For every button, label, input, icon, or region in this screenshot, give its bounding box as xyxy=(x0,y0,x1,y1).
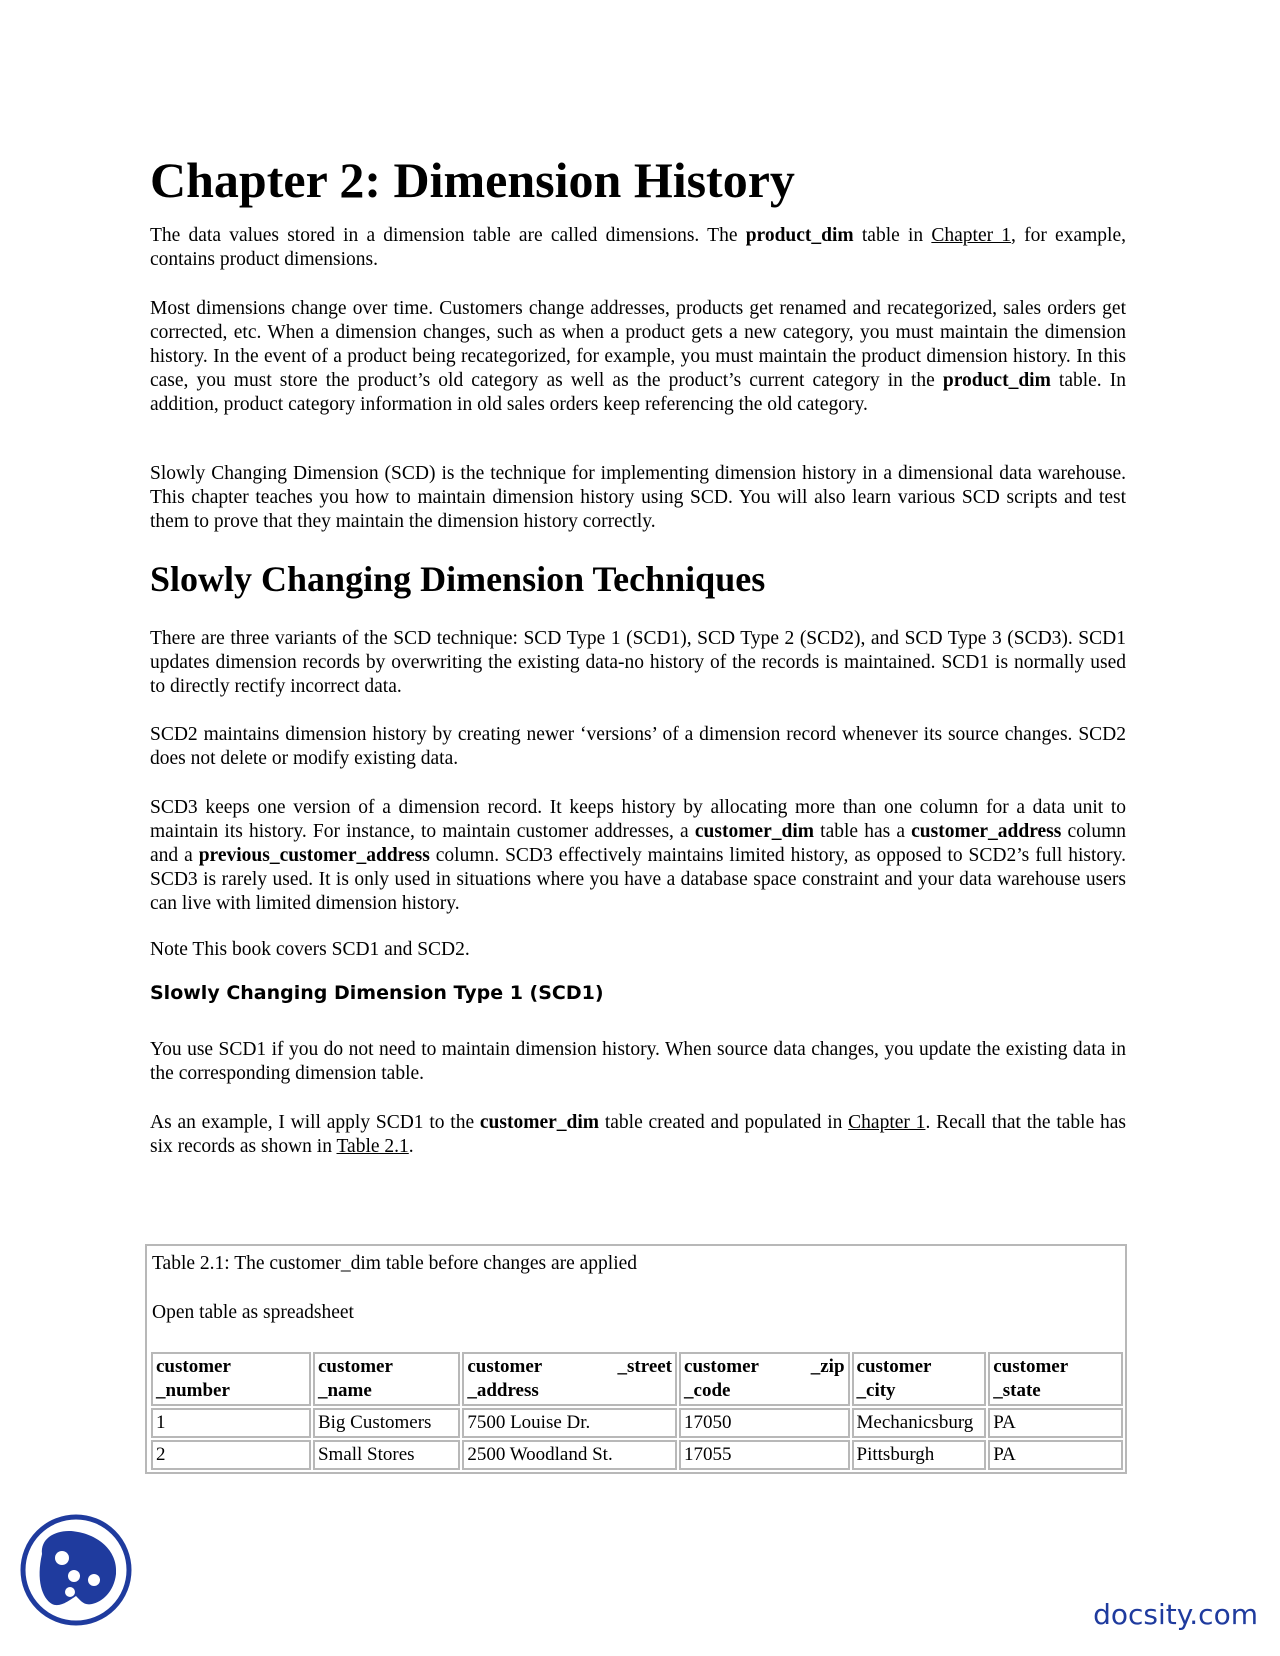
header-line: _state xyxy=(993,1380,1041,1401)
subsection-paragraph-1: You use SCD1 if you do not need to maintain dimension history. When source data changes, you update the existing data in the corresponding dimension table. xyxy=(150,1039,1126,1084)
text-run: . xyxy=(408,1136,414,1157)
table-header-row xyxy=(151,1352,1123,1406)
bold-term: previous_customer_address xyxy=(198,845,430,866)
cell-zip-code: 17055 xyxy=(679,1440,850,1470)
customer-dim-table xyxy=(149,1350,1125,1472)
section-paragraph-3 xyxy=(150,796,1126,916)
table-row xyxy=(151,1408,1123,1438)
section-paragraph-2: SCD2 maintains dimension history by creating newer ‘versions’ of a dimension record whenever its source changes. SCD2 does not delete or modify existing data. xyxy=(150,724,1126,769)
text-run: column. SCD3 effectively maintains limited history, as opposed to SCD2’s full history. SCD3 is rarely used. It is only used in situations where you have a database space constraint and your data warehouse users can live with limited dimension history. xyxy=(150,845,1126,914)
docsity-logo-icon[interactable] xyxy=(20,1514,132,1626)
text-run: column and a xyxy=(150,821,1126,866)
header-line: customer xyxy=(856,1356,932,1377)
header-customer-state xyxy=(988,1352,1123,1406)
text-run: table has a xyxy=(814,821,912,842)
cell-customer-name: Big Customers xyxy=(313,1408,460,1438)
cell-city: Pittsburgh xyxy=(852,1440,987,1470)
chapter-title: Chapter 2: Dimension History xyxy=(150,152,795,208)
cell-customer-number: 2 xyxy=(151,1440,311,1470)
section-paragraph-1: There are three variants of the SCD technique: SCD Type 1 (SCD1), SCD Type 2 (SCD2), and SCD Type 3 (SCD3). SCD1 updates dimension records by overwriting the existing data-no history of the records is maintained. SCD1 is normally used to directly rectify incorrect data. xyxy=(150,628,1126,697)
header-line: customer xyxy=(993,1356,1069,1377)
table-row xyxy=(151,1440,1123,1470)
bold-term: customer_dim xyxy=(479,1112,600,1133)
cell-state: PA xyxy=(988,1440,1123,1470)
note-paragraph: Note This book covers SCD1 and SCD2. xyxy=(150,939,470,960)
header-customer-city xyxy=(852,1352,987,1406)
intro-paragraph-1 xyxy=(150,224,1126,272)
text-run: . Recall that the table has six records as shown in xyxy=(150,1112,1126,1157)
bold-term: customer_address xyxy=(911,821,1062,842)
header-customer-number xyxy=(151,1352,311,1406)
cell-state: PA xyxy=(988,1408,1123,1438)
header-line: _code xyxy=(684,1380,731,1401)
subsection-title: Slowly Changing Dimension Type 1 (SCD1) xyxy=(150,982,604,1004)
cell-customer-number: 1 xyxy=(151,1408,311,1438)
bold-term: product_dim xyxy=(942,370,1051,391)
cell-street-address: 7500 Louise Dr. xyxy=(462,1408,677,1438)
header-line: _name xyxy=(317,1380,372,1401)
text-run: table. In addition, product category information in old sales orders keep referencing the old category. xyxy=(150,370,1126,415)
intro-paragraph-3: Slowly Changing Dimension (SCD) is the technique for implementing dimension history in a dimensional data warehouse. This chapter teaches you how to maintain dimension history using SCD. You will also learn various SCD scripts and test them to prove that they maintain the dimension history correctly. xyxy=(150,463,1126,532)
header-line: _number xyxy=(156,1380,230,1401)
header-line: customer xyxy=(156,1356,231,1377)
open-spreadsheet-link[interactable]: Open table as spreadsheet xyxy=(152,1302,354,1323)
header-line: customer _zip xyxy=(684,1356,845,1377)
text-run: table in xyxy=(853,225,932,246)
header-customer-zip-code xyxy=(679,1352,850,1406)
chapter-1-link[interactable]: Chapter 1 xyxy=(931,225,1012,246)
header-line: _city xyxy=(856,1380,896,1401)
subsection-paragraph-2 xyxy=(150,1111,1126,1159)
section-title: Slowly Changing Dimension Techniques xyxy=(150,559,766,599)
chapter-1-link[interactable]: Chapter 1 xyxy=(848,1112,926,1133)
text-run: As an example, I will apply SCD1 to the xyxy=(150,1112,480,1133)
header-line: _address xyxy=(467,1380,539,1401)
table-2-1-link[interactable]: Table 2.1 xyxy=(336,1136,409,1157)
header-line: customer xyxy=(317,1356,393,1377)
cell-city: Mechanicsburg xyxy=(852,1408,987,1438)
text-run: The data values stored in a dimension table are called dimensions. The xyxy=(150,225,746,246)
text-run: , for example, contains product dimensions. xyxy=(150,225,1126,270)
cell-zip-code: 17050 xyxy=(679,1408,850,1438)
docsity-brand-link[interactable]: docsity.com xyxy=(1093,1598,1258,1631)
intro-paragraph-2 xyxy=(150,297,1126,417)
table-caption: Table 2.1: The customer_dim table before changes are applied xyxy=(152,1253,638,1274)
cell-customer-name: Small Stores xyxy=(313,1440,460,1470)
bold-term: product_dim xyxy=(745,225,854,246)
cell-street-address: 2500 Woodland St. xyxy=(462,1440,677,1470)
bold-term: customer_dim xyxy=(694,821,815,842)
header-customer-street-address xyxy=(462,1352,677,1406)
header-customer-name xyxy=(313,1352,460,1406)
header-line: customer _street xyxy=(467,1356,673,1377)
text-run: Most dimensions change over time. Customers change addresses, products get renamed and recategorized, sales orders get corrected, etc. When a dimension changes, such as when a product gets a new category, you must maintain the dimension history. In the event of a product being recategorized, for example, you must maintain the product dimension history. In this case, you must store the product’s old category as well as the product’s current category in the xyxy=(150,298,1126,391)
text-run: SCD3 keeps one version of a dimension record. It keeps history by allocating more than one column for a data unit to maintain its history. For instance, to maintain customer addresses, a xyxy=(150,797,1126,842)
text-run: table created and populated in xyxy=(599,1112,849,1133)
table-container xyxy=(145,1244,1127,1474)
